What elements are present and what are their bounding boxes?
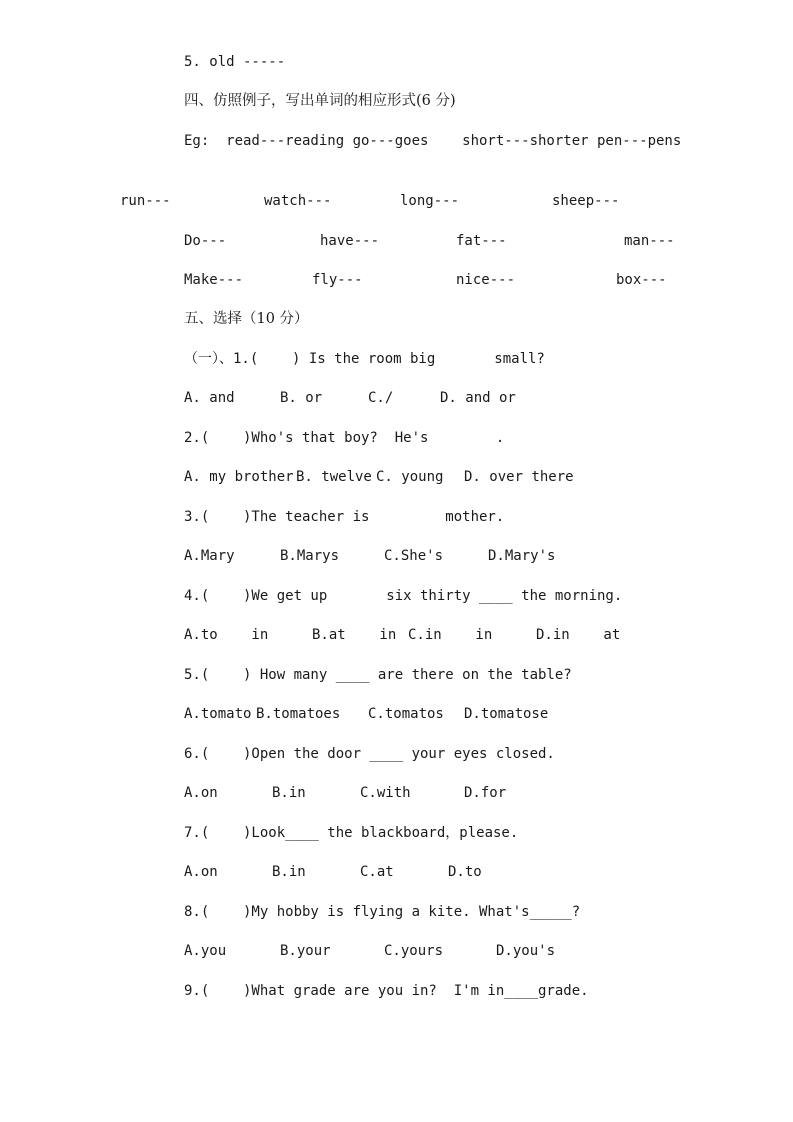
q4-option-c: C.in in: [408, 627, 493, 643]
word-have: have---: [320, 233, 380, 249]
question-9-stem: 9.( )What grade are you in? I'm in____grade.: [184, 983, 589, 999]
word-make: Make---: [184, 272, 244, 288]
word-fly: fly---: [312, 272, 363, 288]
q2-option-a: A. my brother: [184, 469, 294, 485]
q3-option-c: C.She's: [384, 548, 444, 564]
q6-option-b: B.in: [272, 785, 306, 801]
q7-option-b: B.in: [272, 864, 306, 880]
q6-option-c: C.with: [360, 785, 411, 801]
previous-item-5: 5. old -----: [184, 54, 286, 70]
q5-option-c: C.tomatos: [368, 706, 444, 722]
word-box: box---: [616, 272, 667, 288]
q5-option-a: A.tomato: [184, 706, 252, 722]
question-2-stem: 2.( )Who's that boy? He's .: [184, 430, 505, 446]
q6-option-a: A.on: [184, 785, 218, 801]
word-fat: fat---: [456, 233, 507, 249]
q7-option-a: A.on: [184, 864, 218, 880]
q8-option-a: A.you: [184, 943, 227, 959]
q1-option-a: A. and: [184, 390, 235, 406]
word-do: Do---: [184, 233, 227, 249]
q3-option-b: B.Marys: [280, 548, 340, 564]
q4-option-b: B.at in: [312, 627, 397, 643]
word-run: run---: [120, 193, 171, 209]
q8-option-c: C.yours: [384, 943, 444, 959]
q2-option-c: C. young: [376, 469, 444, 485]
q1-option-c: C./: [368, 390, 394, 406]
q3-option-d: D.Mary's: [488, 548, 556, 564]
q2-option-b: B. twelve: [296, 469, 372, 485]
word-watch: watch---: [264, 193, 332, 209]
question-4-stem: 4.( )We get up six thirty ____ the morning.: [184, 588, 623, 604]
q5-option-d: D.tomatose: [464, 706, 549, 722]
q3-option-a: A.Mary: [184, 548, 235, 564]
question-1-stem: （一）、1.( ) Is the room big small?: [184, 351, 545, 367]
q7-option-c: C.at: [360, 864, 394, 880]
q1-option-b: B. or: [280, 390, 323, 406]
q7-option-d: D.to: [448, 864, 482, 880]
word-sheep: sheep---: [552, 193, 620, 209]
word-long: long---: [400, 193, 460, 209]
question-8-stem: 8.( )My hobby is flying a kite. What's_____?: [184, 904, 581, 920]
example-line: Eg: read---reading go---goes short---shorter pen---pens: [184, 133, 682, 149]
q2-option-d: D. over there: [464, 469, 574, 485]
question-3-stem: 3.( )The teacher is mother.: [184, 509, 505, 525]
q5-option-b: B.tomatoes: [256, 706, 341, 722]
section-5-heading: 五、选择（10 分）: [184, 311, 309, 327]
q8-option-b: B.your: [280, 943, 331, 959]
question-7-stem: 7.( )Look____ the blackboard，please.: [184, 825, 519, 841]
section-4-heading: 四、仿照例子，写出单词的相应形式(6 分): [184, 93, 456, 109]
q6-option-d: D.for: [464, 785, 507, 801]
question-6-stem: 6.( )Open the door ____ your eyes closed.: [184, 746, 555, 762]
q1-option-d: D. and or: [440, 390, 516, 406]
q8-option-d: D.you's: [496, 943, 556, 959]
q4-option-d: D.in at: [536, 627, 621, 643]
question-5-stem: 5.( ) How many ____ are there on the table?: [184, 667, 572, 683]
q4-option-a: A.to in: [184, 627, 269, 643]
word-man: man---: [624, 233, 675, 249]
word-nice: nice---: [456, 272, 516, 288]
